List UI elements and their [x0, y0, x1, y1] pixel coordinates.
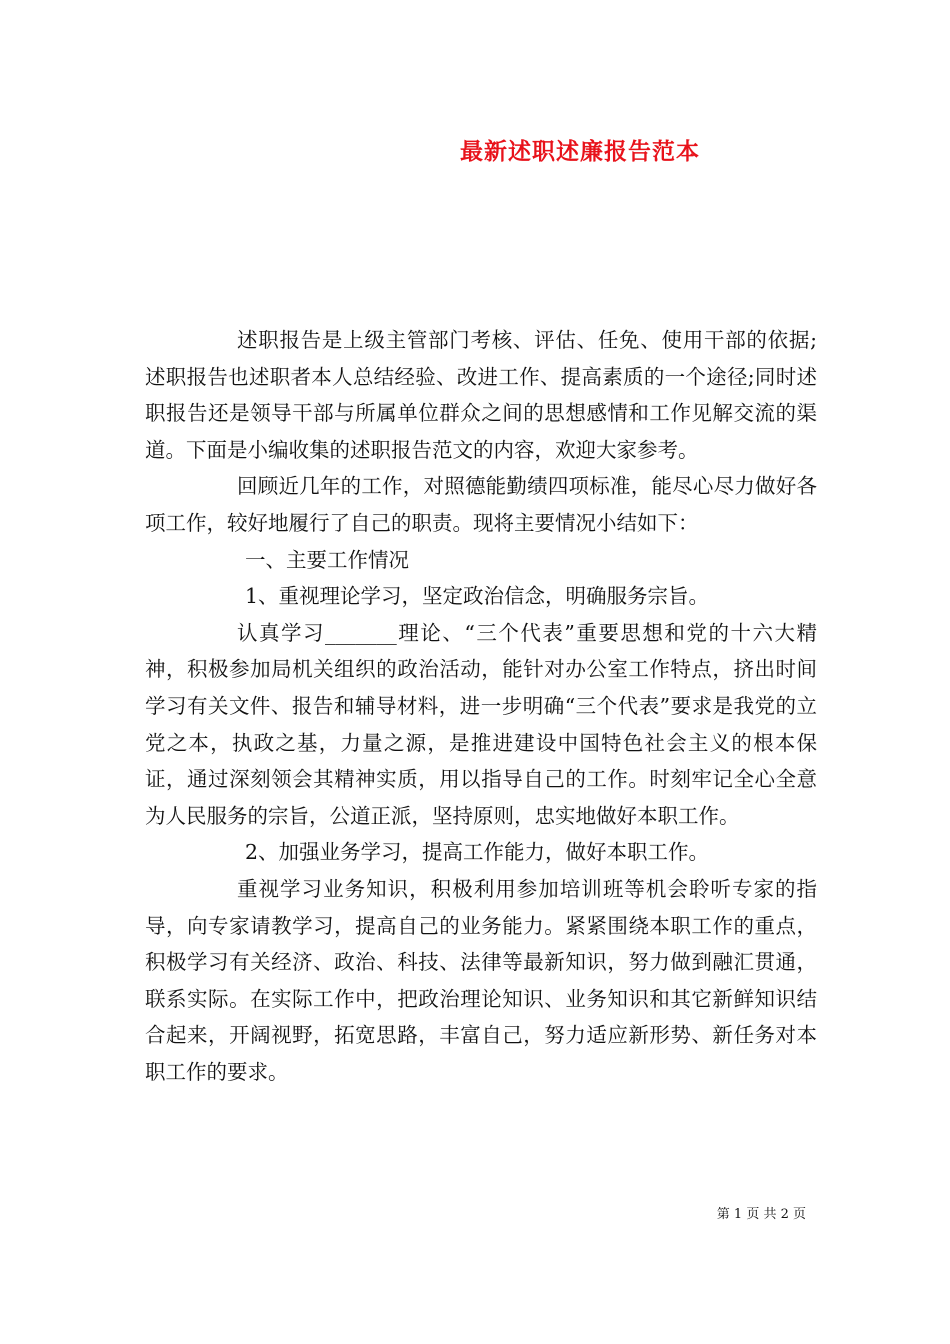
review-paragraph: 回顾近几年的工作，对照德能勤绩四项标准，能尽心尽力做好各项工作，较好地履行了自己的职责。现将主要情况小结如下：: [145, 474, 817, 535]
section-heading: 一、主要工作情况: [245, 547, 409, 572]
business-study-paragraph: 重视学习业务知识，积极利用参加培训班等机会聆听专家的指导，向专家请教学习，提高自己的业务能力。紧紧围绕本职工作的重点，积极学习有关经济、政治、科技、法律等最新知识，努力做到融汇贯通，联系实际。在实际工作中，把政治理论知识、业务知识和其它新鲜知识结合起来，开阔视野，拓宽思路，丰富自己，努力适应新形势、新任务对本职工作的要求。: [145, 876, 817, 1084]
document-title: 最新述职述廉报告范本: [460, 138, 700, 165]
subsection-heading-1: 1、重视理论学习，坚定政治信念，明确服务宗旨。: [245, 584, 710, 609]
subsection-heading-2: 2、加强业务学习，提高工作能力，做好本职工作。: [245, 840, 710, 865]
theory-study-paragraph: 认真学习_______理论、“三个代表”重要思想和党的十六大精神，积极参加局机关组织的政治活动，能针对办公室工作特点，挤出时间学习有关文件、报告和辅导材料，进一步明确“三个代表”要求是我党的立党之本，执政之基，力量之源，是推进建设中国特色社会主义的根本保证，通过深刻领会其精神实质，用以指导自己的工作。时刻牢记全心全意为人民服务的宗旨，公道正派，坚持原则，忠实地做好本职工作。: [145, 620, 817, 828]
document-body: [145, 322, 817, 1090]
intro-paragraph: 述职报告是上级主管部门考核、评估、任免、使用干部的依据;述职报告也述职者本人总结经验、改进工作、提高素质的一个途径;同时述职报告还是领导干部与所属单位群众之间的思想感情和工作见解交流的渠道。下面是小编收集的述职报告范文的内容，欢迎大家参考。: [145, 328, 817, 462]
page-number: 第 1 页 共 2 页: [716, 1207, 806, 1222]
